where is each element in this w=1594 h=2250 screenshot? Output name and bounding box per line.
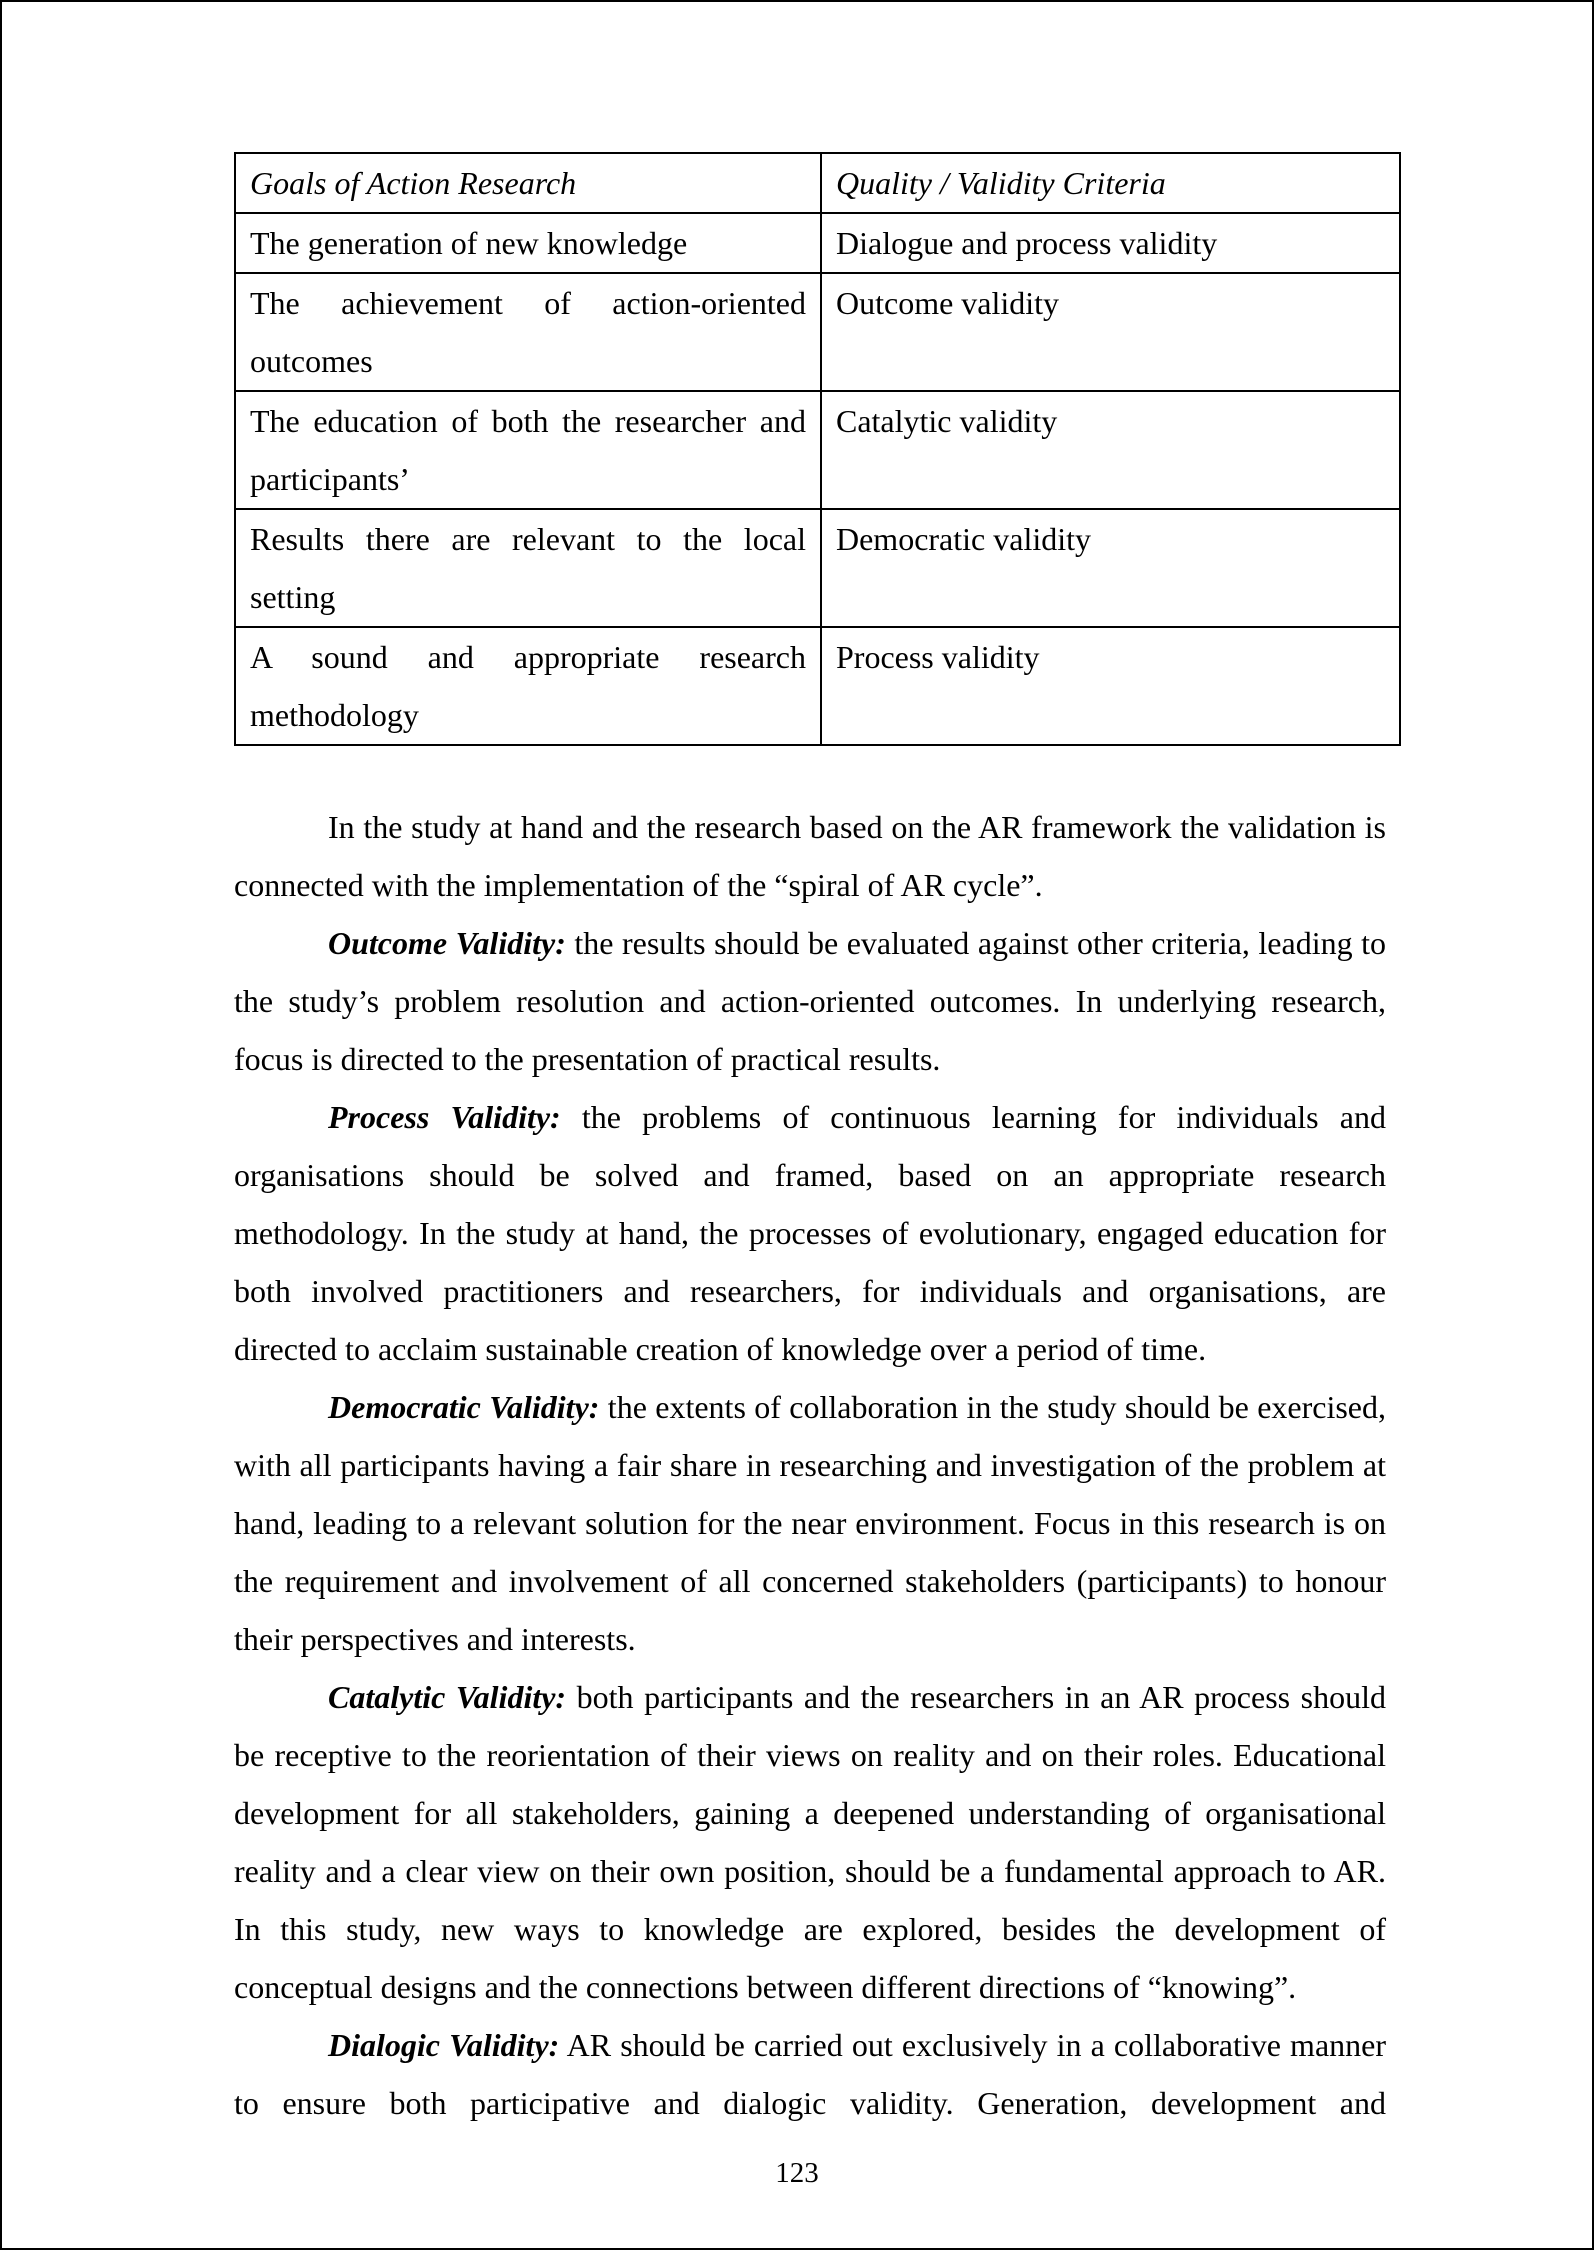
paragraph-lead: Dialogic Validity:	[328, 2027, 560, 2063]
goal-cell: Results there are relevant to the local setting	[235, 509, 821, 627]
paragraph-democratic-validity	[234, 1378, 1386, 1668]
paragraph-lead: Democratic Validity:	[328, 1389, 600, 1425]
validity-criteria-table	[234, 152, 1401, 746]
paragraph-outcome-validity	[234, 914, 1386, 1088]
paragraph-text: In the study at hand and the research based on the AR framework the validation is connected with the implementation of the “spiral of AR cycle”.	[234, 809, 1386, 903]
paragraph-dialogic-validity	[234, 2016, 1386, 2132]
page-number: 123	[775, 2157, 819, 2189]
criteria-cell: Outcome validity	[821, 273, 1400, 391]
paragraph-text: the problems of continuous learning for individuals and organisations should be solved and framed, based on an appropriate research methodology. In the study at hand, the processes of evolutionary, engaged education for both involved practitioners and researchers, for individuals and organisations, are directed to acclaim sustainable creation of knowledge over a period of time.	[234, 1099, 1387, 1367]
table-header-goals: Goals of Action Research	[235, 153, 821, 213]
criteria-cell: Process validity	[821, 627, 1400, 745]
paragraph-catalytic-validity	[234, 1668, 1386, 2016]
goal-cell: The generation of new knowledge	[235, 213, 821, 273]
goal-cell: The achievement of action-oriented outcomes	[235, 273, 821, 391]
table-header-criteria: Quality / Validity Criteria	[821, 153, 1400, 213]
table-row	[235, 509, 1400, 627]
paragraph-text: the extents of collaboration in the study should be exercised, with all participants having a fair share in researching and investigation of the problem at hand, leading to a relevant solution for the near environment. Focus in this research is on the requirement and involvement of all concerned stakeholders (participants) to honour their perspectives and interests.	[234, 1389, 1387, 1657]
table-row	[235, 273, 1400, 391]
table-row	[235, 627, 1400, 745]
paragraph-text: the results should be evaluated against other criteria, leading to the study’s problem resolution and action-oriented outcomes. In underlying research, focus is directed to the presentation of practical results.	[234, 925, 1386, 1077]
goal-cell: The education of both the researcher and participants’	[235, 391, 821, 509]
paragraph-text: AR should be carried out exclusively in a collaborative manner to ensure both participative and dialogic validity. Generation, development and	[234, 2027, 1387, 2121]
body-text	[234, 798, 1386, 2132]
paragraph-text: both participants and the researchers in an AR process should be receptive to the reorientation of their views on reality and on their roles. Educational development for all stakeholders, gaining a deepened understanding of organisational reality and a clear view on their own position, should be a fundamental approach to AR. In this study, new ways to knowledge are explored, besides the development of conceptual designs and the connections between different directions of “knowing”.	[234, 1679, 1386, 2005]
paragraph-lead: Process Validity:	[328, 1099, 561, 1135]
table-header-row	[235, 153, 1400, 213]
table-row	[235, 213, 1400, 273]
table-row	[235, 391, 1400, 509]
goal-cell: A sound and appropriate research methodology	[235, 627, 821, 745]
paragraph-lead: Outcome Validity:	[328, 925, 566, 961]
criteria-cell: Dialogue and process validity	[821, 213, 1400, 273]
criteria-cell: Democratic validity	[821, 509, 1400, 627]
paragraph-process-validity	[234, 1088, 1386, 1378]
criteria-cell: Catalytic validity	[821, 391, 1400, 509]
page-content	[234, 152, 1401, 2132]
paragraph-lead: Catalytic Validity:	[328, 1679, 567, 1715]
paragraph-intro	[234, 798, 1386, 914]
